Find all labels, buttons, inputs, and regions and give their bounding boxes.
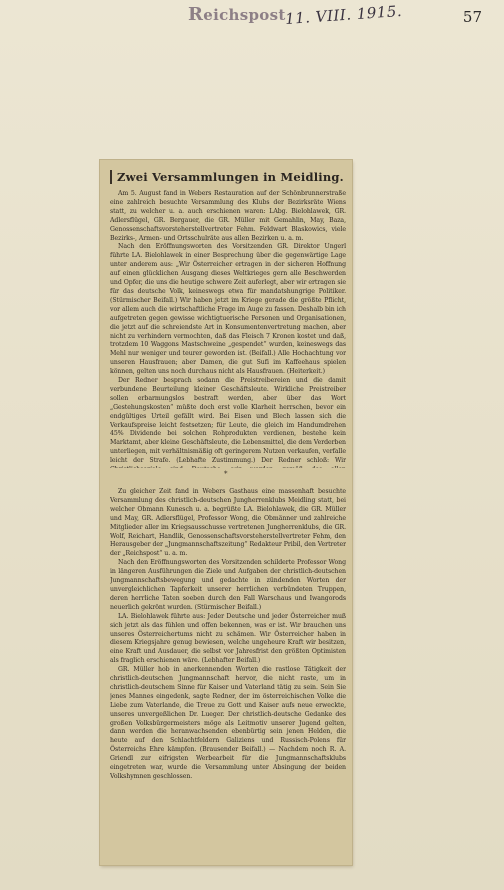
article-body-part-2 xyxy=(110,488,346,863)
article-paragraph: Der Redner besprach sodann die Preistreibereien und die damit verbundene Beurteilung kleiner Geschäftsleute. Wirkliche Preistreiber sollen erbarmungslos bestraft werden, aber über das Wort „Gestehungskosten“ müßte doch erst volle Klarheit herrschen, bevor ein endgültiges Urteil gefällt wird. Bei Eisen und Blech lassen sich die Verkaufspreise leicht festsetzen; für Leute, die gleich im Handumdrehen 45% Dividende bei solchen Rohprodukten verdienen, bestehe kein Marktamt, aber kleine Geschäftsleute, die Lebensmittel, die dem Verderben unterliegen, mit verhältnismäßig oft geringerem Nutzen verkaufen, verfalle leicht der Strafe. (Lebhafte Zustimmung.) Der Redner schloß: Wir xyxy=(110,377,346,465)
article-paragraph: Zu gleicher Zeit fand in Webers Gasthaus eine massenhaft besuchte Versammlung des christlich-deutschen Jungherrenklubs Meidling statt, bei welcher Obmann Kunesch u. a. begrüßte LA. Bielohlawek, die GR. Müller und May, GR. Adlersflügel, Professor Wong, die Obmänner und zahlreiche Mitglieder aller im Kriegsausschusse vertretenen Jungherrenklubs, die GR. Wolf, Reichart, Handlik, Genossenschaftsvorsteherstellvertreter Fehm, den Herausgeber der „Jungmannschaftszeitung“ Redakteur Pribil, den Vertreter der „Reichspost“ u. a. m. xyxy=(110,488,346,558)
handwritten-date: 11. VIII. 1915. xyxy=(284,1,403,29)
article-paragraph: LA. Bielohlawek führte aus: Jeder Deutsche und jeder Österreicher muß sich jetzt als das fühlen und offen bekennen, was er ist. Wir brauchen uns unseres Österreichertums nicht zu schämen. Wir Österreicher haben in diesem Kriegsjahre genug bewiesen, welche ungeheure Kraft wir besitzen, eine Kraft und Ausdauer, die selbst vor Jahresfrist den größten Optimisten als fraglich erschienen wäre. (Lebhafter Beifall.) xyxy=(110,612,346,665)
newspaper-clipping xyxy=(100,160,352,865)
article-paragraph: GR. Müller hob in anerkennenden Worten die rastlose Tätigkeit der christlich-deutschen Jungmannschaft hervor, die nicht raste, um in christlich-deutschem Sinne für Kaiser und Vaterland tätig zu sein. Sein Sie jenes Mannes eingedenk, sagte Redner, der im österreichischen Volke die Liebe zum Vaterlande, die Treue zu Gott und Kaiser aufs neue erweckte, unseres unvergeßlichen Dr. Lueger. Der christlich-deutsche Gedanke des großen Volksbürgermeisters möge als Leitmotiv unserer Jugend gelten, dann werden die heranwachsenden ebenbürtig sein jenen Helden, die heute auf den Schlachtfeldern Galiziens und Russisch-Polens für Österreichs Ehre kämpfen. (Brausender Beifall.) — Nachdem noch R. A. Griendl zur eifrigsten Werbearbeit für die Jungmannschaftsklubs eingetreten war, wurde die Versammlung unter Absingung der beiden Volkshymnen geschlossen. xyxy=(110,666,346,780)
newspaper-masthead: Reichspost xyxy=(188,4,286,25)
page-number: 57 xyxy=(462,8,482,26)
article-paragraph: Am 5. August fand in Webers Restauration auf der Schönbrunnerstraße eine zahlreich besuchte Versammlung des Klubs der Bezirksräte Wiens statt, zu welcher u. a. auch erschienen waren: LAbg. Bielohlawek, GR. Adlersflügel, GR. Bergauer, die GR. Müller mit Gemahlin, May, Baza, Genossenschaftsvorsteherstellvertreter Fehm. Feldwart Blaskowics, viele Bezirks-, Armen- und Ortsschulräte aus allen Bezirken u. a. m. xyxy=(110,190,346,242)
article-body-part-1 xyxy=(110,190,346,468)
section-separator: * xyxy=(224,470,228,478)
clipping-content xyxy=(110,170,346,859)
article-headline: Zwei Versammlungen in Meidling. xyxy=(110,170,352,184)
article-paragraph: Nach den Eröffnungsworten des Vorsitzenden schilderte Professor Wong in längeren Ausführungen die Ziele und Aufgaben der christlich-deutschen Jungmannschaftsbewegung und gedachte in zündenden Worten der unvergleichlichen Tapferkeit unserer herrlichen verbündeten Truppen, deren herrliche Taten soeben durch den Fall Warschaus und Iwangorods neuerlich gekrönt wurden. (Stürmischer Beifall.) xyxy=(110,559,346,611)
article-paragraph: Nach den Eröffnungsworten des Vorsitzenden GR. Direktor Ungerl führte LA. Bielohlawek in einer Besprechung über die gegenwärtige Lage unter anderem aus: „Wir Österreicher ertragen in der sicheren Hoffnung auf einen glücklichen Ausgang dieses Weltkrieges gern alle Beschwerden und Opfer, die uns die heutige schwere Zeit auferlegt, aber wir ertragen sie für das deutsche Volk, keineswegs etwa für mandatshungrige Politiker. (Stürmischer Beifall.) Wir haben jetzt im Kriege gerade die größte Pflicht, vor allem auch die wirtschaftliche Frage im Auge zu fassen. Deshalb bin ich aufgetreten gegen gewisse wichtigtuerische Personen und Organisationen, die jetzt auf die schreiendste Art in Konsumentenvertretung machen, aber nicht zu verhindern vermochten, daß das Fleisch 7 Kronen kostet und daß, trotzdem 10 Waggons Mastschweine „gespendet“ wurden, keineswegs das Mehl nur weniger und teurer geworden ist. (Beifall.) Alle Hochachtung vor unseren Hausfrauen; aber Damen, die gut Sufi im Kaffeehaus spielen können, gelten uns noch durchaus nicht als Hausfrauen. (Heiterkeit.) xyxy=(110,243,346,376)
